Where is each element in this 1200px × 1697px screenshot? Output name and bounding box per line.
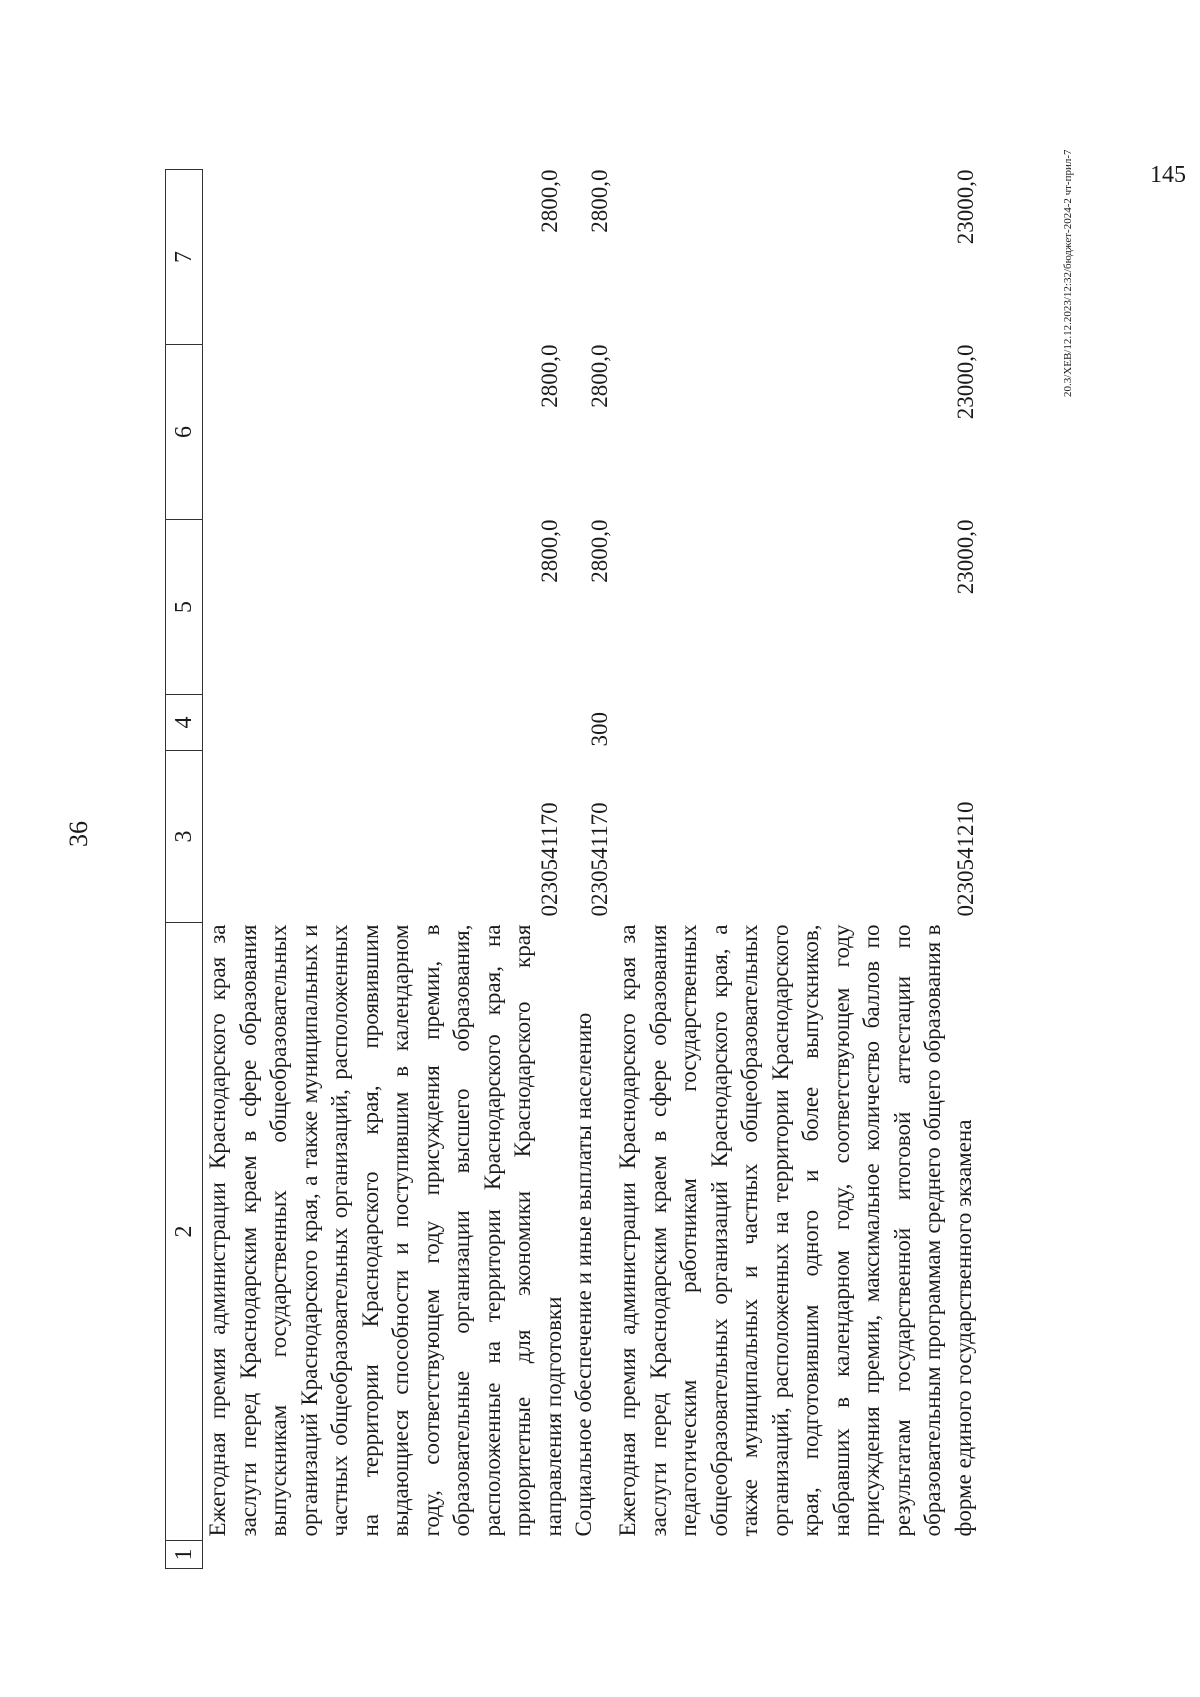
page-number: 36 (64, 821, 93, 847)
row-description: Ежегодная премия администрации Краснодарского края за заслуги перед Краснодарским краем в сфере образования педагогическим работникам государственных общеобразовательных организаций Краснодарского края, а также муниципальных и частных общеобразовательных организаций, расположенных на территории Краснодарского края, подготовившим одного и более выпускников, набравших в календарном году, соответствующем году присуждения премии, максимальное количество баллов по результатам государственной итоговой аттестации по образовательным программам среднего общего образования в форме единого государственного экзамена (615, 924, 976, 1537)
column-header: 7 (166, 170, 203, 345)
amount-col7: 2800,0 (587, 169, 612, 233)
sheet-number-anchor (1150, 161, 1186, 188)
expense-type-code (203, 695, 570, 751)
column-header: 1 (166, 1541, 203, 1569)
row-description: Ежегодная премия администрации Краснодарского края за заслуги перед Краснодарским краем в сфере образования выпускникам государственных общеобразовательных организаций Краснодарского края, а также муниципальных и частных общеобразовательных организаций, расположенных на территории Краснодарского края, проявившим выдающиеся способности и поступившим в календарном году, соответствующем году присуждения премии, в образовательные организации высшего образования, расположенные на территории Краснодарского края, на приоритетные для экономики Краснодарского края направления подготовки (205, 924, 566, 1537)
budget-table (165, 169, 979, 1569)
document-footer-code: 20.3/XEB/12.12.2023/12:32/бюджет-2024-2 чт-прил-7 (1062, 149, 1074, 397)
column-header: 2 (166, 923, 203, 1541)
table-row (203, 170, 570, 1569)
amount-col6: 2800,0 (537, 344, 562, 408)
column-header: 5 (166, 520, 203, 695)
amount-col6: 2800,0 (587, 344, 612, 408)
target-article-code: 0230541170 (537, 802, 562, 917)
column-header: 6 (166, 345, 203, 520)
row-number-cell (569, 1541, 613, 1569)
table-row (569, 170, 613, 1569)
row-number-cell (613, 1541, 979, 1569)
amount-col5: 2800,0 (587, 519, 612, 583)
table-row (613, 170, 979, 1569)
table-header-row (166, 170, 203, 1569)
amount-col6: 23000,0 (953, 344, 978, 420)
column-header: 3 (166, 751, 203, 923)
sheet-number: 145 (1150, 162, 1186, 188)
target-article-code: 0230541210 (953, 801, 978, 917)
column-header: 4 (166, 695, 203, 751)
amount-col5: 23000,0 (953, 519, 978, 595)
row-number-cell (203, 1541, 570, 1569)
amount-col7: 2800,0 (537, 169, 562, 233)
amount-col7: 23000,0 (953, 169, 978, 245)
row-description: Социальное обеспечение и иные выплаты населению (571, 1012, 596, 1537)
amount-col5: 2800,0 (537, 519, 562, 583)
expense-type-code (613, 695, 979, 751)
expense-type-code: 300 (587, 712, 612, 747)
target-article-code: 0230541170 (587, 802, 612, 917)
